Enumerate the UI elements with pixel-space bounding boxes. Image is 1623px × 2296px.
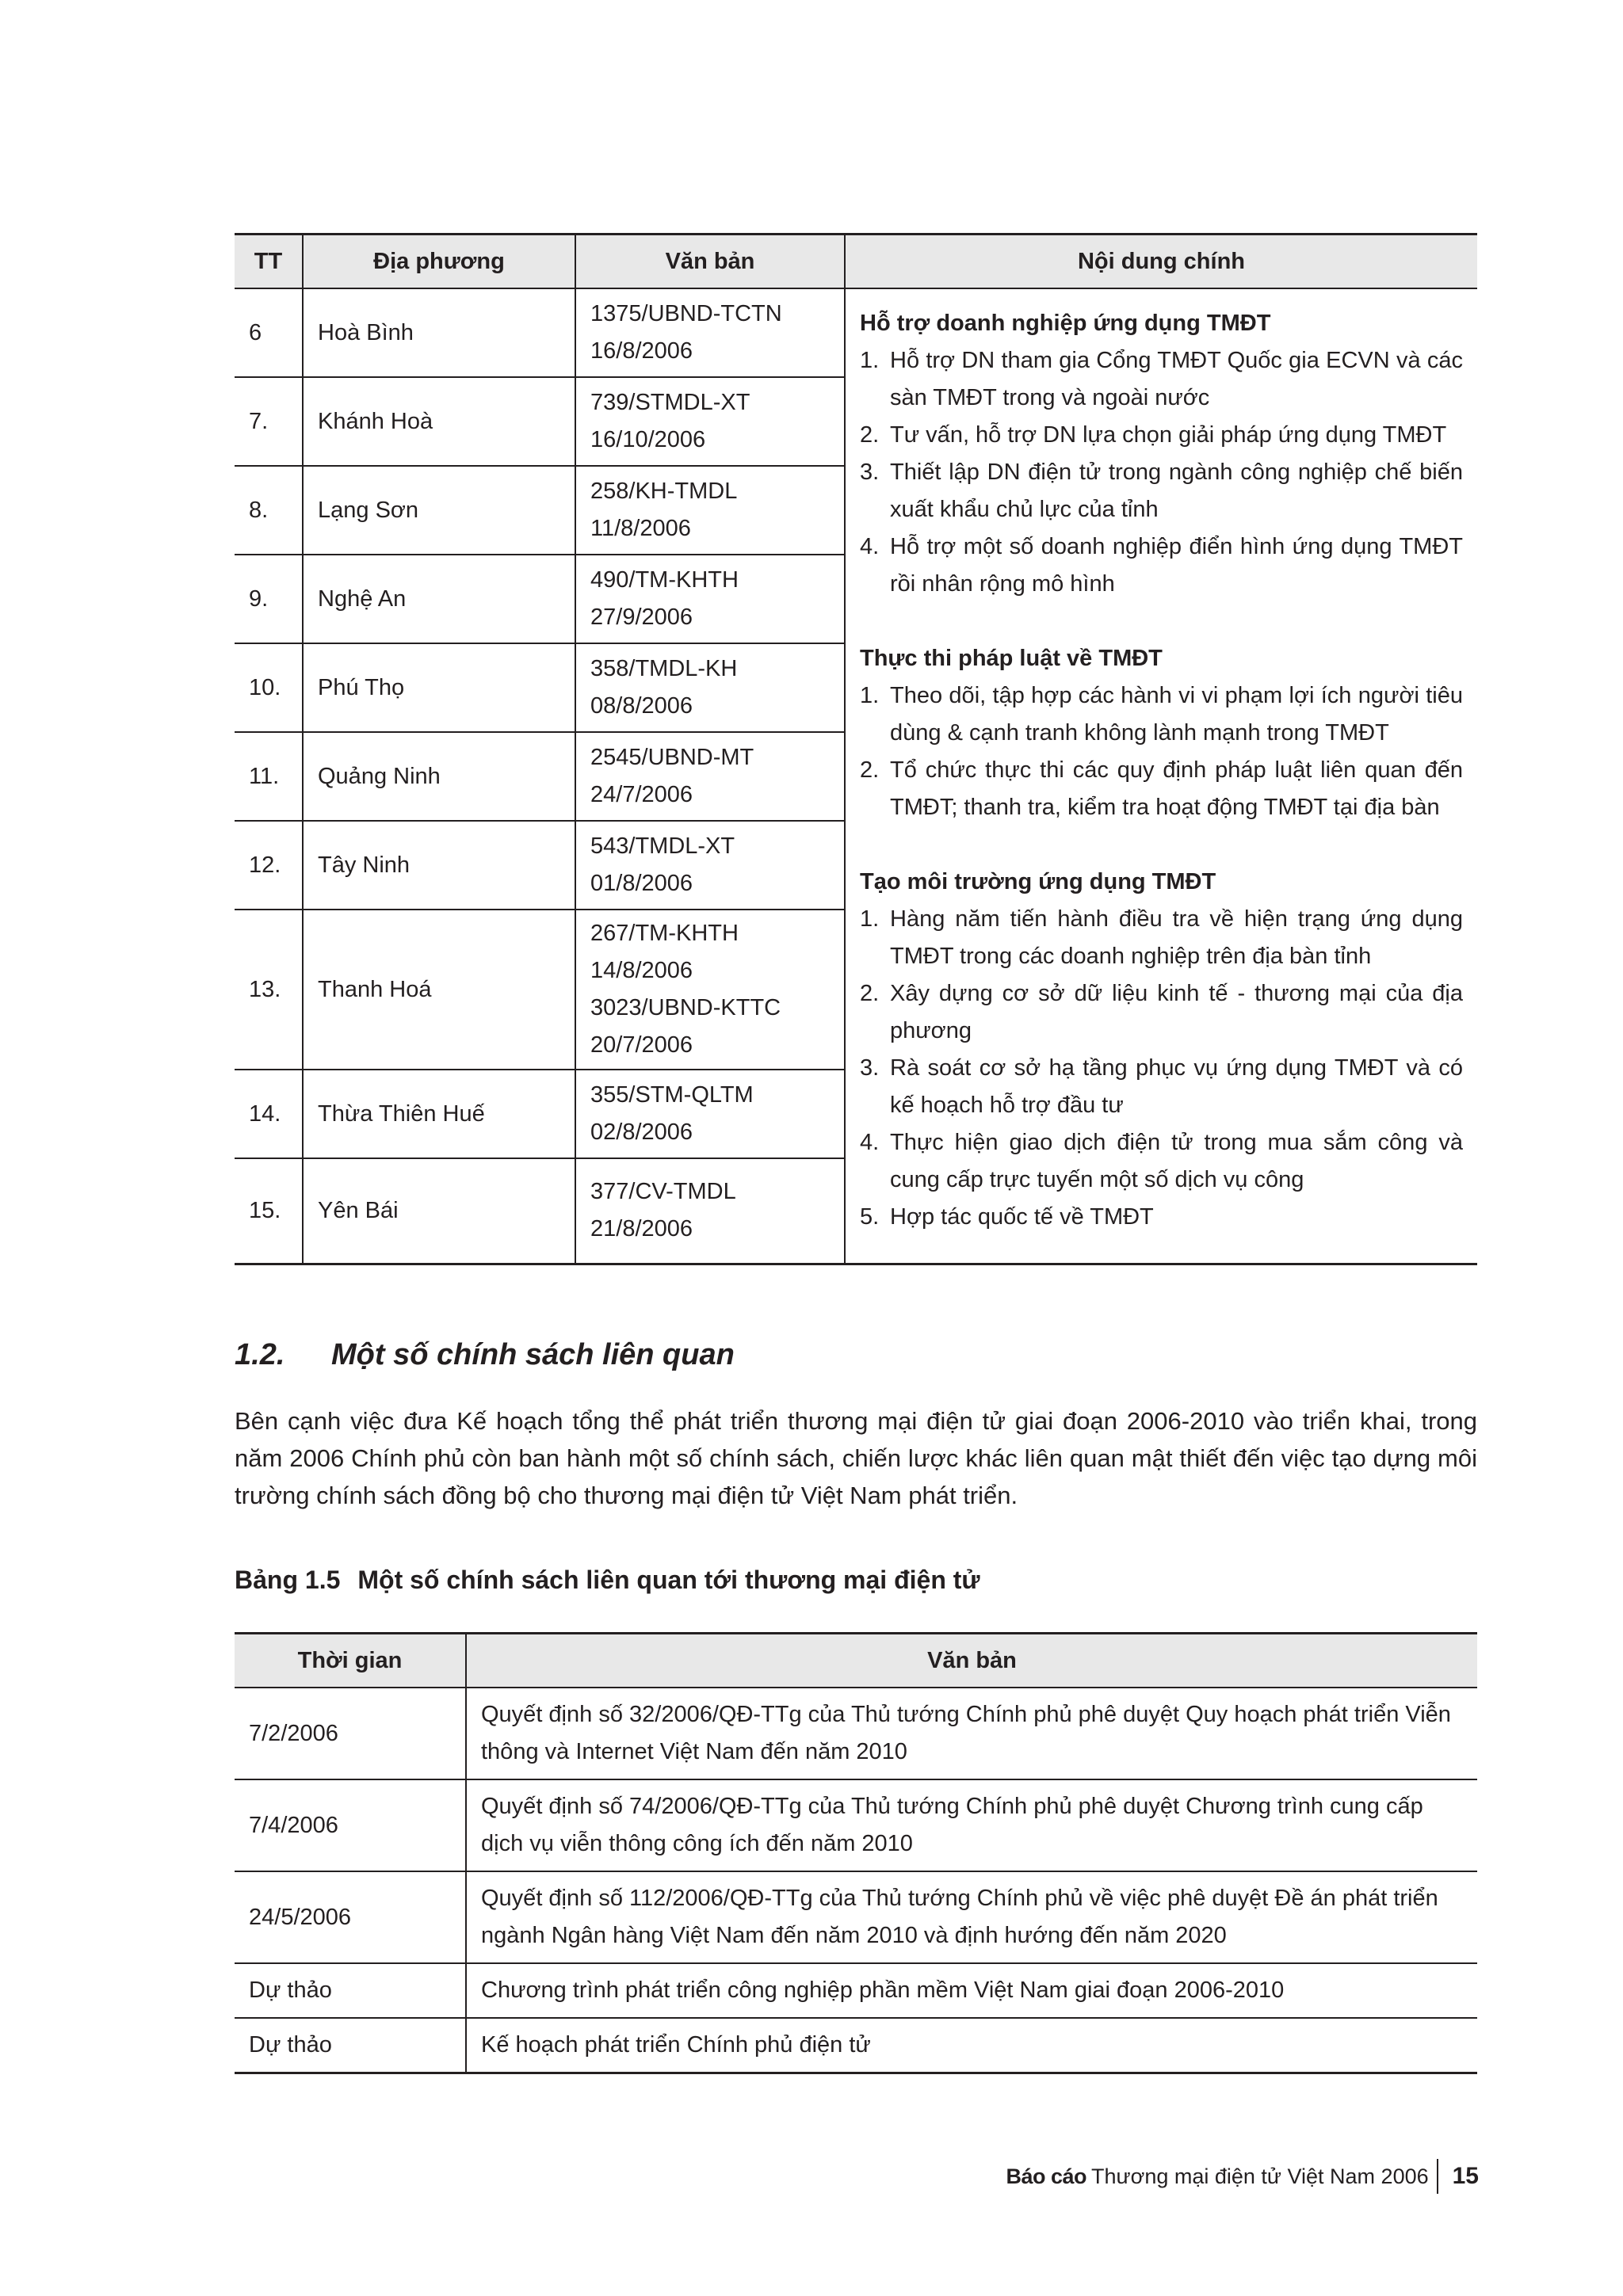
row-number: 7. [235, 377, 303, 466]
table-row [235, 1779, 1477, 1871]
locality-name: Phú Thọ [303, 643, 575, 732]
column-header-document: Văn bản [466, 1634, 1477, 1688]
document-number: 490/TM-KHTH [590, 567, 739, 593]
document-date: 02/8/2006 [590, 1119, 693, 1145]
table-row [235, 288, 1477, 377]
list-item [860, 1124, 1463, 1199]
document-number: 3023/UBND-KTTC [590, 995, 781, 1020]
list-item-text: Thực hiện giao dịch điện tử trong mua sắm công và cung cấp trực tuyến một số dịch vụ công [890, 1130, 1463, 1192]
locality-name: Yên Bái [303, 1158, 575, 1264]
document-ref [575, 466, 845, 555]
content-section [860, 640, 1463, 826]
locality-name: Nghệ An [303, 555, 575, 643]
list-item [860, 454, 1463, 528]
content-list [860, 901, 1463, 1236]
content-list [860, 342, 1463, 603]
document-ref [575, 1070, 845, 1158]
row-number: 10. [235, 643, 303, 732]
page-footer [1006, 2157, 1480, 2196]
list-item-number: 3. [860, 460, 880, 485]
list-item-number: 2. [860, 981, 880, 1006]
page-number: 15 [1452, 2163, 1479, 2189]
content-section-title: Thực thi pháp luật về TMĐT [860, 646, 1163, 671]
content-section [860, 864, 1463, 1236]
list-item-text: Theo dõi, tập hợp các hành vi vi phạm lợi ích người tiêu dùng & cạnh tranh không lành mạnh trong TMĐT [890, 683, 1463, 746]
document-number: 2545/UBND-MT [590, 745, 754, 770]
document-date: 11/8/2006 [590, 516, 691, 541]
row-number: 12. [235, 821, 303, 910]
document-ref [575, 643, 845, 732]
list-item-number: 1. [860, 348, 880, 373]
main-content-cell [845, 288, 1477, 1264]
list-item-number: 5. [860, 1204, 880, 1230]
document-date: 14/8/2006 [590, 958, 693, 983]
document-date: 21/8/2006 [590, 1216, 693, 1242]
related-policies-table [235, 1632, 1477, 2074]
list-item [860, 528, 1463, 603]
footer-report-label: Báo cáo [1006, 2164, 1087, 2188]
locality-name: Hoà Bình [303, 288, 575, 377]
table-caption-title: Một số chính sách liên quan tới thương mại điện tử [357, 1566, 980, 1594]
document-number: 1375/UBND-TCTN [590, 301, 782, 326]
document-date: 01/8/2006 [590, 871, 693, 896]
document-number: 258/KH-TMDL [590, 479, 738, 504]
list-item [860, 417, 1463, 454]
list-item-text: Thiết lập DN điện tử trong ngành công nghiệp chế biến xuất khẩu chủ lực của tỉnh [890, 460, 1463, 522]
list-item-number: 4. [860, 1130, 880, 1155]
document-ref [575, 1158, 845, 1264]
table-row [235, 1871, 1477, 1963]
policy-time: Dự thảo [235, 2018, 466, 2073]
locality-name: Tây Ninh [303, 821, 575, 910]
document-number: 377/CV-TMDL [590, 1179, 736, 1205]
list-item [860, 1050, 1463, 1124]
list-item-number: 1. [860, 683, 880, 708]
document-date: 16/10/2006 [590, 427, 706, 452]
document-ref [575, 821, 845, 910]
list-item-number: 1. [860, 906, 880, 932]
policy-document: Chương trình phát triển công nghiệp phần mềm Việt Nam giai đoạn 2006-2010 [466, 1963, 1477, 2018]
content-section [860, 305, 1463, 603]
locality-name: Lạng Sơn [303, 466, 575, 555]
list-item-text: Hỗ trợ DN tham gia Cổng TMĐT Quốc gia ECVN và các sàn TMĐT trong và ngoài nước [890, 348, 1463, 410]
policy-document: Quyết định số 112/2006/QĐ-TTg của Thủ tướng Chính phủ về việc phê duyệt Đề án phát triển ngành Ngân hàng Việt Nam đến năm 2010 và định hướng đến năm 2020 [466, 1871, 1477, 1963]
document-number: 355/STM-QLTM [590, 1082, 754, 1108]
column-header-document: Văn bản [575, 235, 845, 289]
policy-time: 7/2/2006 [235, 1688, 466, 1779]
table-caption [235, 1561, 980, 1599]
column-header-main-content: Nội dung chính [845, 235, 1477, 289]
section-heading [235, 1331, 735, 1379]
list-item-number: 4. [860, 534, 880, 559]
document-number: 739/STMDL-XT [590, 390, 750, 415]
content-section-title: Tạo môi trường ứng dụng TMĐT [860, 869, 1216, 894]
list-item-text: Hợp tác quốc tế về TMĐT [890, 1204, 1154, 1230]
policy-document: Quyết định số 74/2006/QĐ-TTg của Thủ tướng Chính phủ phê duyệt Chương trình cung cấp dịch vụ viễn thông công ích đến năm 2010 [466, 1779, 1477, 1871]
column-header-time: Thời gian [235, 1634, 466, 1688]
list-item [860, 677, 1463, 752]
row-number: 11. [235, 732, 303, 821]
footer-divider [1437, 2159, 1438, 2194]
document-date: 08/8/2006 [590, 693, 693, 719]
document-date: 20/7/2006 [590, 1032, 693, 1058]
document-ref [575, 377, 845, 466]
policy-time: Dự thảo [235, 1963, 466, 2018]
table-row [235, 1688, 1477, 1779]
list-item [860, 752, 1463, 826]
content-list [860, 677, 1463, 826]
row-number: 15. [235, 1158, 303, 1264]
local-plans-table [235, 233, 1477, 1265]
document-number: 358/TMDL-KH [590, 656, 738, 681]
locality-name: Thừa Thiên Huế [303, 1070, 575, 1158]
document-number: 543/TMDL-XT [590, 833, 735, 859]
list-item-text: Rà soát cơ sở hạ tầng phục vụ ứng dụng TMĐT và có kế hoạch hỗ trợ đầu tư [890, 1055, 1463, 1118]
policy-time: 7/4/2006 [235, 1779, 466, 1871]
list-item [860, 342, 1463, 417]
policy-document: Quyết định số 32/2006/QĐ-TTg của Thủ tướng Chính phủ phê duyệt Quy hoạch phát triển Viễn thông và Internet Việt Nam đến năm 2010 [466, 1688, 1477, 1779]
table-row [235, 2018, 1477, 2073]
list-item-text: Tổ chức thực thi các quy định pháp luật liên quan đến TMĐT; thanh tra, kiểm tra hoạt động TMĐT tại địa bàn [890, 757, 1463, 820]
table-row [235, 1963, 1477, 2018]
list-item-text: Hỗ trợ một số doanh nghiệp điển hình ứng dụng TMĐT rồi nhân rộng mô hình [890, 534, 1463, 597]
document-ref [575, 555, 845, 643]
list-item [860, 1199, 1463, 1236]
policy-time: 24/5/2006 [235, 1871, 466, 1963]
footer-report-title: Thương mại điện tử Việt Nam 2006 [1091, 2164, 1429, 2188]
section-title: Một số chính sách liên quan [331, 1338, 735, 1371]
list-item-number: 2. [860, 757, 880, 783]
locality-name: Quảng Ninh [303, 732, 575, 821]
list-item-text: Hàng năm tiến hành điều tra về hiện trạng ứng dụng TMĐT trong các doanh nghiệp trên địa bàn tỉnh [890, 906, 1463, 969]
document-date: 16/8/2006 [590, 338, 693, 364]
table-header-row [235, 1634, 1477, 1688]
list-item-number: 2. [860, 422, 880, 448]
locality-name: Khánh Hoà [303, 377, 575, 466]
document-date: 24/7/2006 [590, 782, 693, 807]
column-header-locality: Địa phương [303, 235, 575, 289]
section-paragraph: Bên cạnh việc đưa Kế hoạch tổng thể phát triển thương mại điện tử giai đoạn 2006-2010 vào triển khai, trong năm 2006 Chính phủ còn ban hành một số chính sách, chiến lược khác liên quan mật thiết đến việc tạo dựng môi trường chính sách đồng bộ cho thương mại điện tử Việt Nam phát triển. [235, 1407, 1477, 1509]
table-header-row [235, 235, 1477, 289]
list-item [860, 901, 1463, 975]
section-number: 1.2. [235, 1338, 285, 1371]
document-number: 267/TM-KHTH [590, 921, 739, 946]
content-section-title: Hỗ trợ doanh nghiệp ứng dụng TMĐT [860, 311, 1271, 336]
policy-document: Kế hoạch phát triển Chính phủ điện tử [466, 2018, 1477, 2073]
row-number: 9. [235, 555, 303, 643]
column-header-tt: TT [235, 235, 303, 289]
row-number: 6 [235, 288, 303, 377]
document-ref [575, 732, 845, 821]
list-item-text: Tư vấn, hỗ trợ DN lựa chọn giải pháp ứng dụng TMĐT [890, 422, 1447, 448]
row-number: 13. [235, 910, 303, 1070]
document-ref [575, 288, 845, 377]
row-number: 8. [235, 466, 303, 555]
list-item-text: Xây dựng cơ sở dữ liệu kinh tế - thương mại của địa phương [890, 981, 1463, 1043]
row-number: 14. [235, 1070, 303, 1158]
table-caption-number: Bảng 1.5 [235, 1566, 341, 1594]
locality-name: Thanh Hoá [303, 910, 575, 1070]
document-date: 27/9/2006 [590, 605, 693, 630]
list-item [860, 975, 1463, 1050]
list-item-number: 3. [860, 1055, 880, 1081]
document-ref [575, 910, 845, 1070]
